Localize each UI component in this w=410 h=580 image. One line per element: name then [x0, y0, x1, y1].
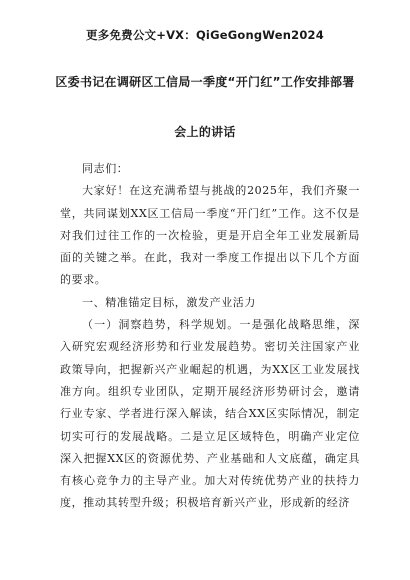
paragraph-intro: 大家好！在这充满希望与挑战的2025年，我们齐聚一堂，共同谋划XX区工信局一季度“开门红”工作。这不仅是对我们过往工作的一次检验，更是开启全年工业发展新局面的关键之举。在此，我对一季度工作提出以下几个方面的要求。 [60, 184, 360, 287]
document-title-line-1: 区委书记在调研区工信局一季度“开门红”工作安排部署 [55, 75, 355, 89]
paragraph-subsection-1: （一）洞察趋势，科学规划。一是强化战略思维，深入研究宏观经济形势和行业发展趋势。密切关注国家产业政策导向，把握新兴产业崛起的机遇，为XX区工业发展找准方向。组织专业团队，定期开展经济形势研讨会，邀请行业专家、学者进行深入解读，结合XX区实际情况，制定切实可行的发展战略。二是立足区域特色，明确产业定位深入把握XX区的资源优势、产业基础和人文底蕴，确定具有核心竞争力的主导产业。加大对传统优势产业的扶持力度，推动其转型升级；积极培育新兴产业，形成新的经济 [60, 318, 360, 510]
document-body [60, 158, 360, 515]
section-heading-1: 一、精准锚定目标，激发产业活力 [82, 295, 256, 309]
salutation: 同志们： [82, 162, 129, 175]
document-title-line-2: 会上的讲话 [174, 125, 236, 139]
promo-banner: 更多免费公文+VX：QiGeGongWen2024 [86, 28, 324, 42]
